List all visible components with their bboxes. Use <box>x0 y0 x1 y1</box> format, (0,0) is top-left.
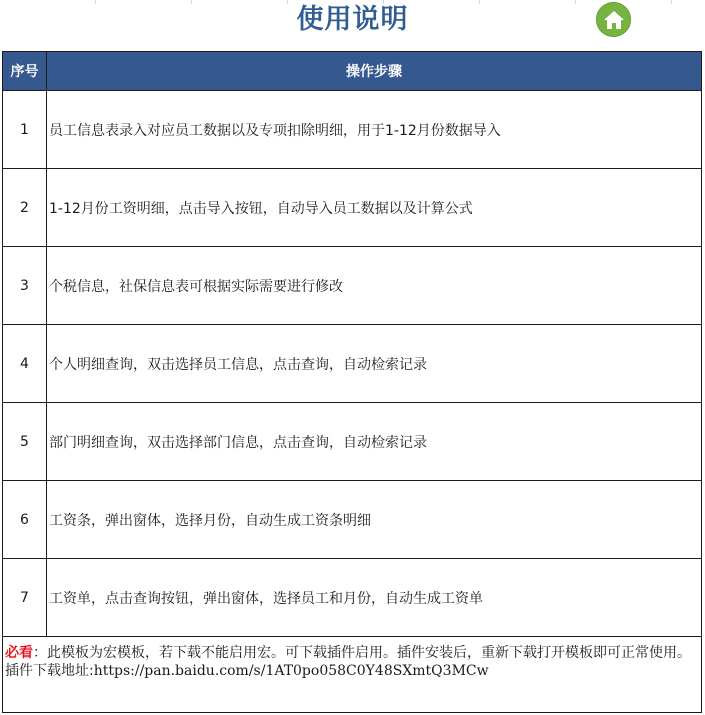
table-row <box>3 325 702 403</box>
row-index: 7 <box>3 559 47 637</box>
download-line <box>5 663 699 680</box>
table-row <box>3 481 702 559</box>
row-description: 个税信息，社保信息表可根据实际需要进行修改 <box>47 247 702 325</box>
must-read-label: 必看 <box>5 645 33 661</box>
row-description: 1-12月份工资明细，点击导入按钮，自动导入员工数据以及计算公式 <box>47 169 702 247</box>
macro-notice <box>2 637 702 713</box>
row-index: 3 <box>3 247 47 325</box>
row-description: 工资单，点击查询按钮，弹出窗体，选择员工和月份，自动生成工资单 <box>47 559 702 637</box>
table-row <box>3 169 702 247</box>
table-row <box>3 247 702 325</box>
row-index: 6 <box>3 481 47 559</box>
row-description: 部门明细查询，双击选择部门信息，点击查询，自动检索记录 <box>47 403 702 481</box>
row-index: 1 <box>3 91 47 169</box>
table-row <box>3 559 702 637</box>
table-row <box>3 403 702 481</box>
download-link[interactable]: https://pan.baidu.com/s/1AT0po058C0Y48SXmtQ3MCw <box>93 663 489 679</box>
page-title: 使用说明 <box>296 4 409 35</box>
steps-table <box>2 51 702 637</box>
table-header-row <box>3 52 702 91</box>
row-index: 4 <box>3 325 47 403</box>
row-description: 工资条，弹出窗体，选择月份，自动生成工资条明细 <box>47 481 702 559</box>
header-index: 序号 <box>3 52 47 91</box>
row-index: 5 <box>3 403 47 481</box>
home-button[interactable] <box>596 2 631 37</box>
table-row <box>3 91 702 169</box>
row-index: 2 <box>3 169 47 247</box>
header-steps: 操作步骤 <box>47 52 702 91</box>
download-label: 插件下载地址: <box>5 663 94 679</box>
notice-message: ：此模板为宏模板，若下载不能启用宏。可下载插件启用。插件安装后，重新下载打开模板即可正常使用。 <box>33 645 691 661</box>
row-description: 个人明细查询，双击选择员工信息，点击查询，自动检索记录 <box>47 325 702 403</box>
home-icon <box>603 10 625 30</box>
row-description: 员工信息表录入对应员工数据以及专项扣除明细，用于1-12月份数据导入 <box>47 91 702 169</box>
